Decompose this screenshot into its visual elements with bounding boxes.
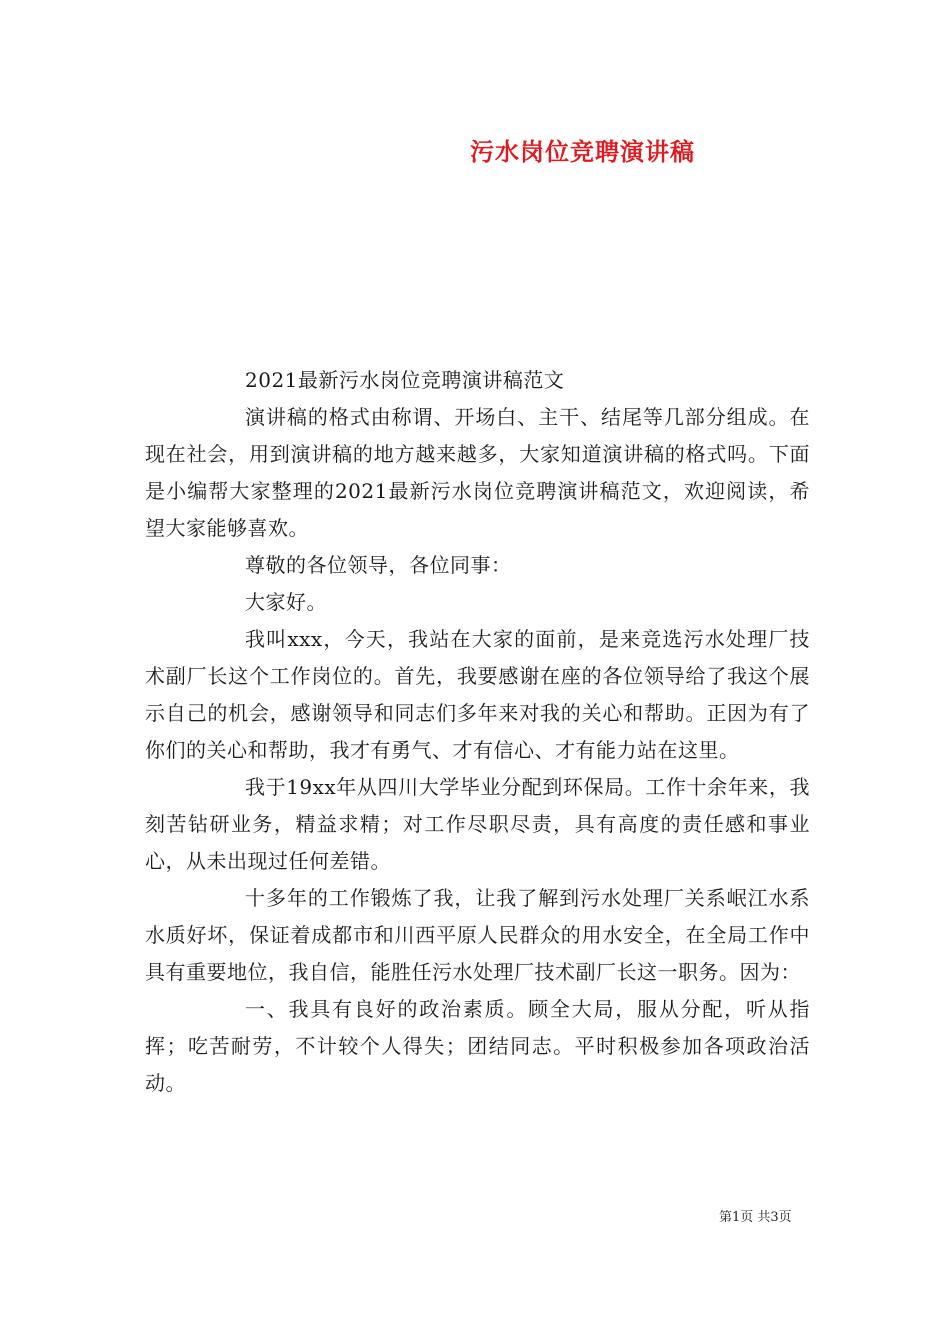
page-number-footer: 第1页 共3页 [719,1210,792,1225]
paragraph-greeting: 大家好。 [245,590,327,614]
document-title: 污水岗位竞聘演讲稿 [470,137,695,166]
paragraph-subtitle: 2021最新污水岗位竞聘演讲稿范文 [245,368,565,392]
paragraph-intro: 演讲稿的格式由称谓、开场白、主干、结尾等几部分组成。在现在社会，用到演讲稿的地方越来越多，大家知道演讲稿的格式吗。下面是小编帮大家整理的2021最新污水岗位竞聘演讲稿范文，欢迎阅读，希望大家能够喜欢。 [145,405,810,540]
paragraph-self-intro: 我叫xxx，今天，我站在大家的面前，是来竞选污水处理厂技术副厂长这个工作岗位的。首先，我要感谢在座的各位领导给了我这个展示自己的机会，感谢领导和同志们多年来对我的关心和帮助。正因为有了你们的关心和帮助，我才有勇气、才有信心、才有能力站在这里。 [145,627,810,762]
paragraph-career: 我于19xx年从四川大学毕业分配到环保局。工作十余年来，我刻苦钻研业务，精益求精；对工作尽职尽责，具有高度的责任感和事业心，从未出现过任何差错。 [145,775,810,873]
document-body [145,362,810,1102]
paragraph-point-one: 一、我具有良好的政治素质。顾全大局，服从分配，听从指挥；吃苦耐劳，不计较个人得失；团结同志。平时积极参加各项政治活动。 [145,997,810,1095]
paragraph-salutation: 尊敬的各位领导，各位同事： [245,553,512,577]
paragraph-confidence: 十多年的工作锻炼了我，让我了解到污水处理厂关系岷江水系水质好坏，保证着成都市和川西平原人民群众的用水安全，在全局工作中具有重要地位，我自信，能胜任污水处理厂技术副厂长这一职务。因为： [145,886,810,984]
